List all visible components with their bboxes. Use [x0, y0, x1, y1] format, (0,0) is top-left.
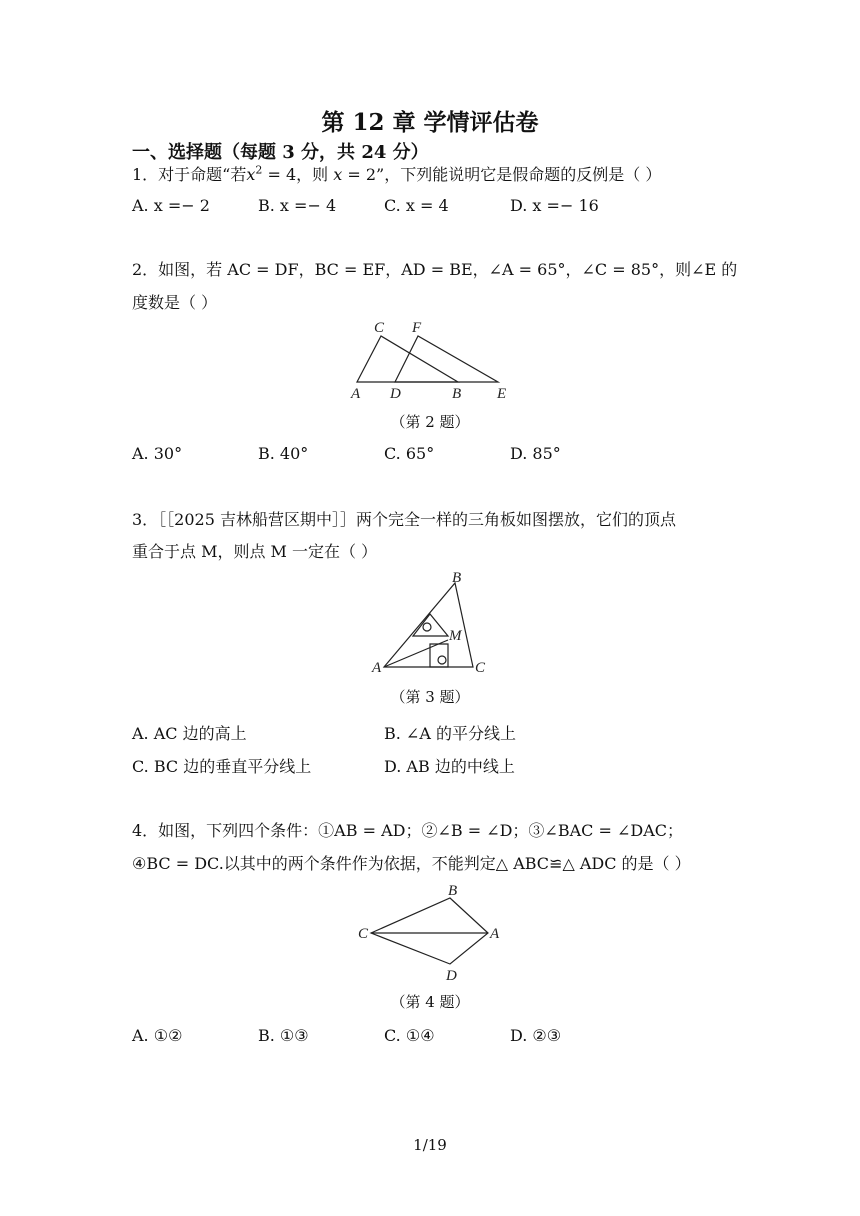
- triangle-abc: [357, 336, 458, 382]
- triangle-abc: [384, 583, 473, 667]
- q2-caption: （第 2 题）: [390, 413, 470, 431]
- segment-am: [384, 640, 448, 667]
- label-b: B: [452, 570, 462, 586]
- q4-option-c[interactable]: C. ①④: [384, 1026, 435, 1045]
- q1-option-a[interactable]: A. x =− 2: [132, 196, 210, 215]
- question-2-line-2: 度数是（ ）: [132, 293, 218, 312]
- q1-mid2: = 2”，下列能说明它是假命题的反例是（ ）: [342, 165, 662, 184]
- q3-option-b[interactable]: B. ∠A 的平分线上: [384, 724, 516, 743]
- question-2-line-1: 2．如图，若 AC = DF，BC = EF，AD = BE，∠A = 65°，∠C = 85°，则∠E 的: [132, 260, 738, 279]
- label-a: A: [490, 926, 500, 942]
- q3-option-d[interactable]: D. AB 边的中线上: [384, 757, 515, 776]
- q1-x: x: [246, 165, 256, 184]
- hole-upper: [423, 623, 431, 631]
- q4-option-d[interactable]: D. ②③: [510, 1026, 562, 1045]
- quadrilateral-abcd: [371, 898, 488, 964]
- set-square-lower: [430, 644, 448, 667]
- question-4-line-2: ④BC = DC.以其中的两个条件作为依据，不能判定△ ABC≌△ ADC 的是（ ）: [132, 854, 691, 873]
- q2-triangles-figure: [340, 316, 520, 406]
- q2-option-b[interactable]: B. 40°: [258, 444, 309, 463]
- section-heading: 一、选择题（每题 3 分，共 24 分）: [132, 142, 429, 163]
- label-d: D: [446, 968, 457, 984]
- q1-option-b[interactable]: B. x =− 4: [258, 196, 337, 215]
- q4-kite-figure: [352, 880, 512, 988]
- label-f: F: [412, 320, 422, 336]
- question-1-stem: [132, 162, 661, 185]
- q1-x2: x: [333, 165, 343, 184]
- q1-mid: = 4，则: [262, 165, 334, 184]
- q1-option-c[interactable]: C. x = 4: [384, 196, 449, 215]
- page-number: 1/19: [413, 1136, 447, 1154]
- q3-caption: （第 3 题）: [390, 688, 470, 706]
- q1-prefix: 1．对于命题“若: [132, 165, 247, 184]
- q3-option-a[interactable]: A. AC 边的高上: [132, 724, 247, 743]
- label-d: D: [390, 386, 401, 402]
- hole-lower: [438, 656, 446, 664]
- q1-option-d[interactable]: D. x =− 16: [510, 196, 599, 215]
- q2-option-a[interactable]: A. 30°: [132, 444, 183, 463]
- label-b: B: [448, 883, 458, 899]
- q2-option-d[interactable]: D. 85°: [510, 444, 561, 463]
- label-e: E: [497, 386, 507, 402]
- q4-caption: （第 4 题）: [390, 993, 470, 1011]
- q1-sup: 2: [255, 163, 263, 177]
- label-a: A: [372, 660, 382, 676]
- question-3-line-2: 重合于点 M，则点 M 一定在（ ）: [132, 542, 378, 561]
- q4-option-a[interactable]: A. ①②: [132, 1026, 183, 1045]
- label-a: A: [351, 386, 361, 402]
- label-c: C: [374, 320, 385, 336]
- label-c: C: [358, 926, 369, 942]
- label-b: B: [452, 386, 462, 402]
- label-c: C: [475, 660, 486, 676]
- question-4-line-1: 4．如图，下列四个条件：①AB = AD；②∠B = ∠D；③∠BAC = ∠DAC；: [132, 821, 684, 840]
- q3-set-squares-figure: [366, 566, 496, 680]
- question-3-line-1: 3．［［2025 吉林船营区期中］］两个完全一样的三角板如图摆放，它们的顶点: [132, 510, 676, 529]
- q3-option-c[interactable]: C. BC 边的垂直平分线上: [132, 757, 312, 776]
- label-m: M: [449, 628, 462, 644]
- page-title: 第 12 章 学情评估卷: [321, 109, 539, 136]
- q4-option-b[interactable]: B. ①③: [258, 1026, 309, 1045]
- q2-option-c[interactable]: C. 65°: [384, 444, 435, 463]
